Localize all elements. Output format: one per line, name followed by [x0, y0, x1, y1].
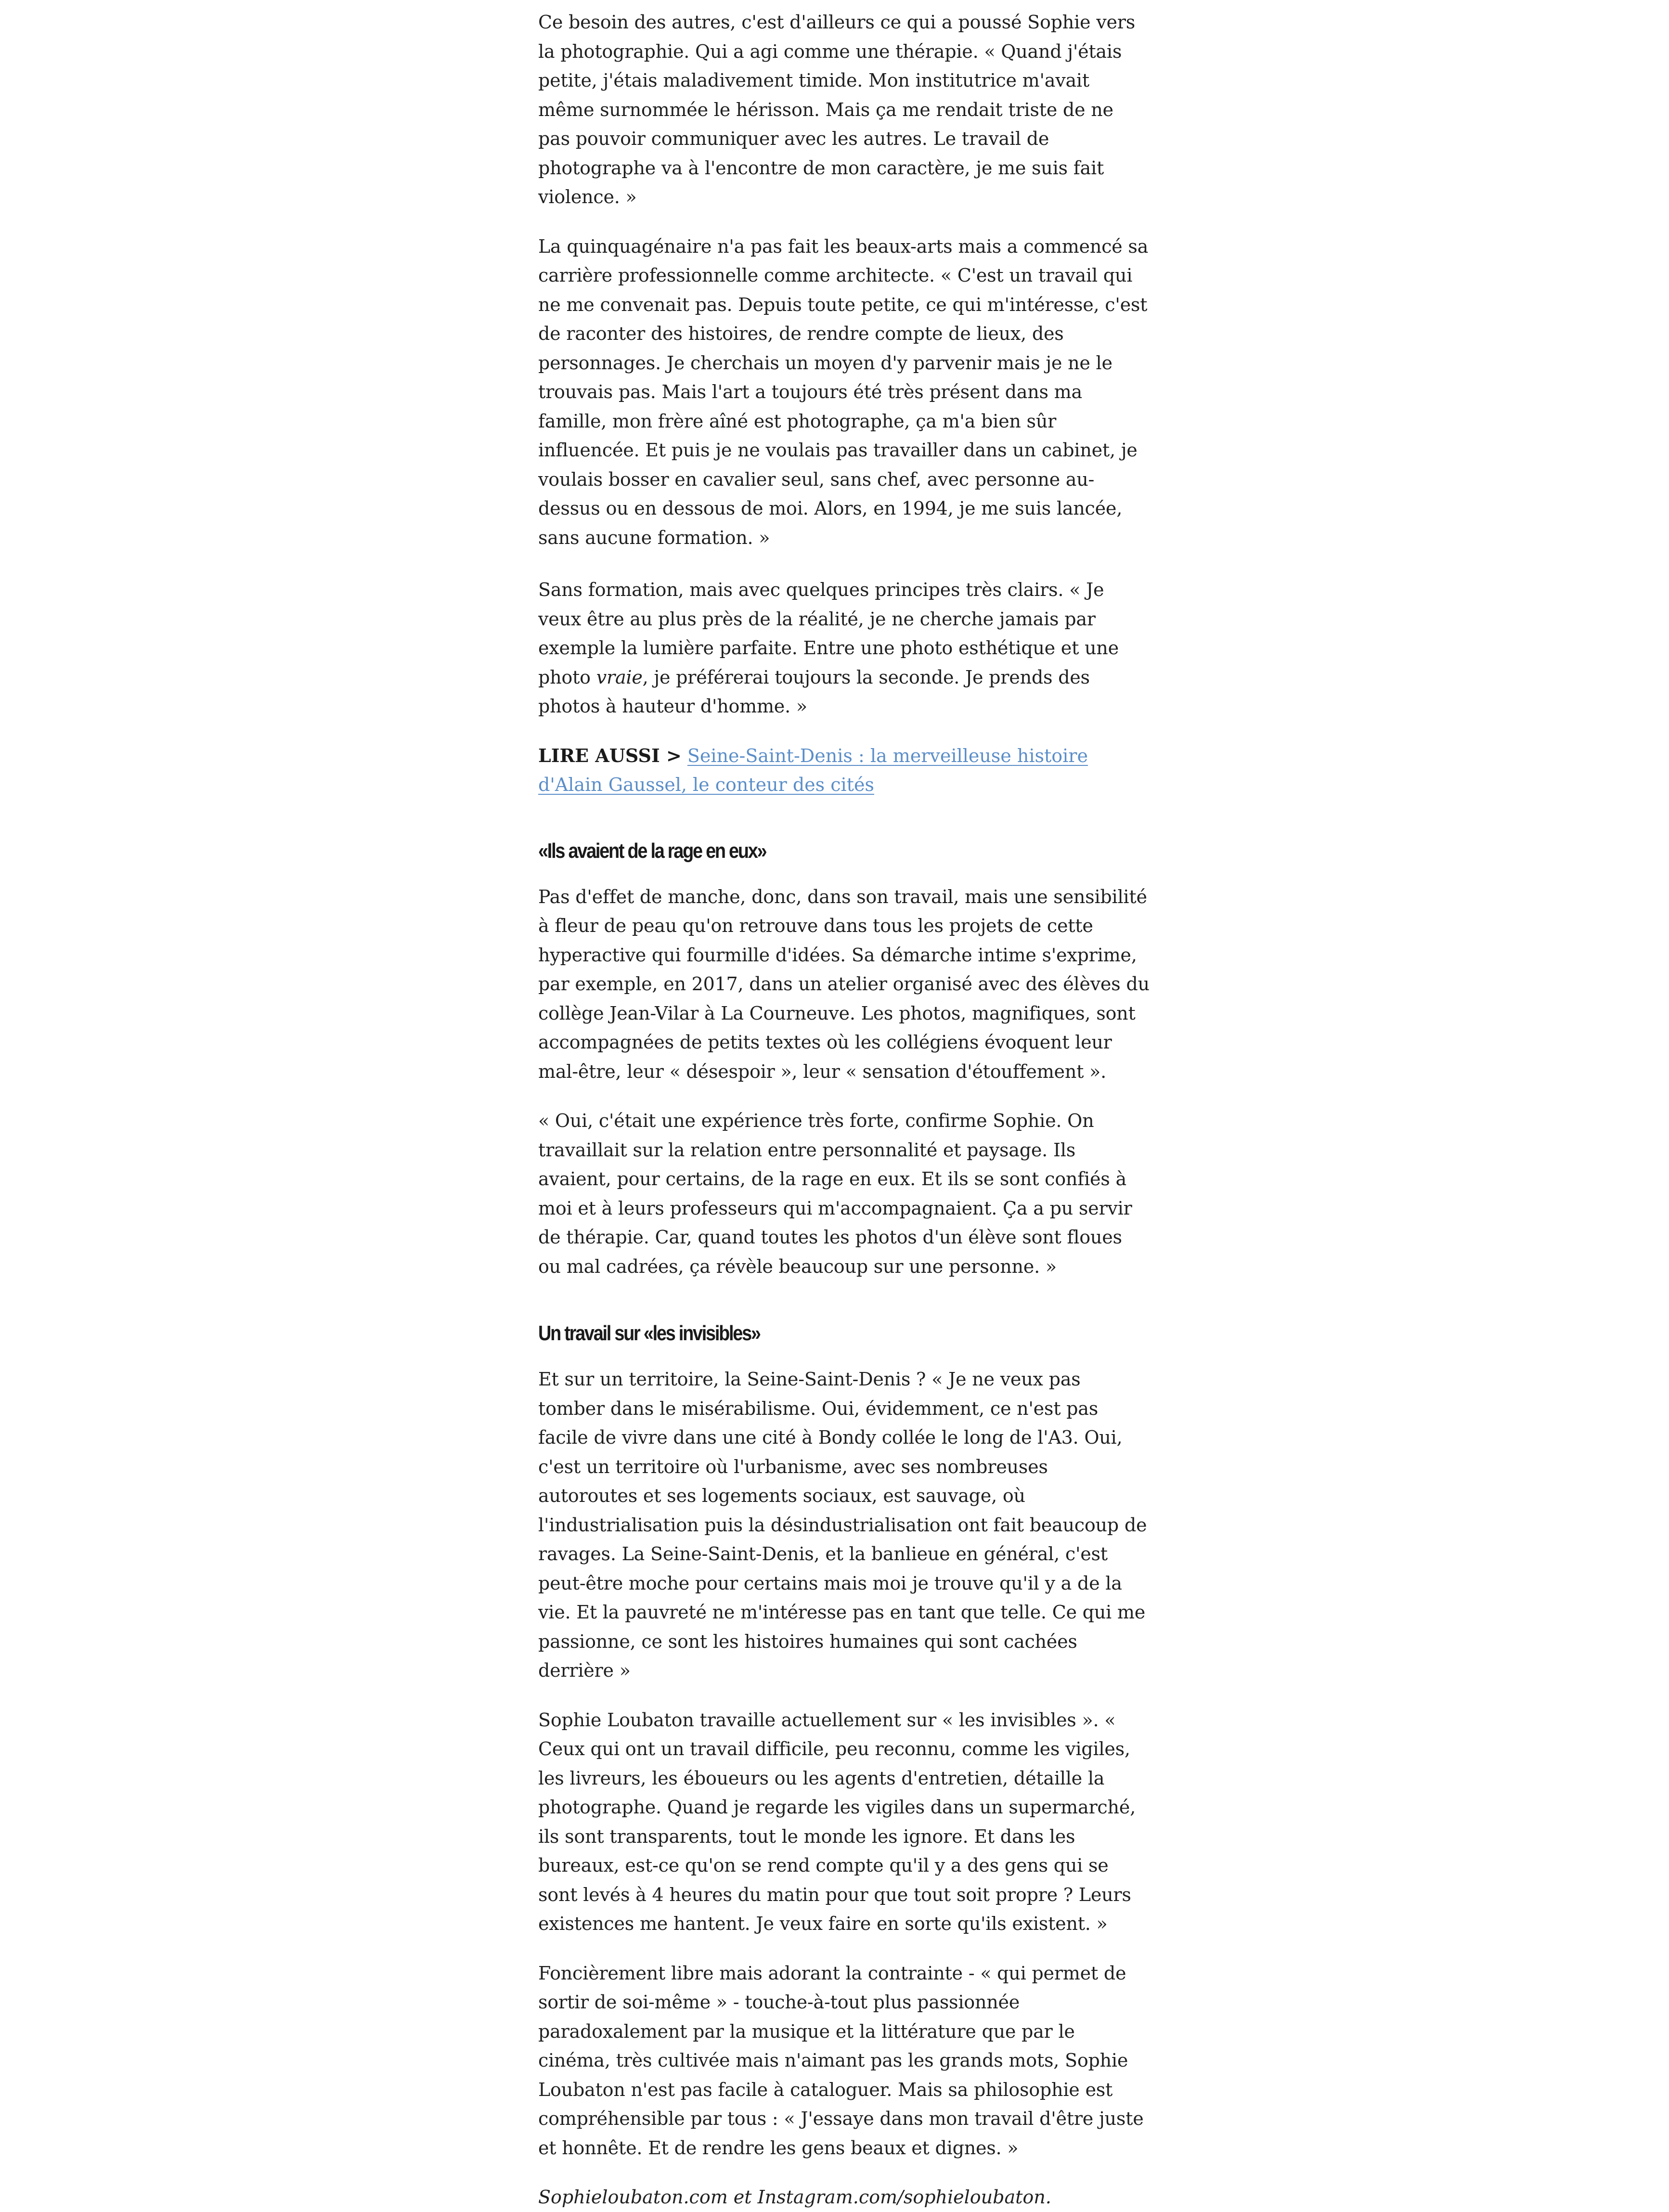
paragraph-philosophy: Foncièrement libre mais adorant la contrainte - « qui permet de sortir de soi-même » - touche-à-tout plus passionnée paradoxalement par la musique et la littérature que par le cinéma, très cultivée mais n'aimant pas les grands mots, Sophie Loubaton n'est pas facile à cataloguer. Mais sa philosophie est compréhensible par tous : « J'essaye dans mon travail d'être juste et honnête. Et de rendre les gens beaux et dignes. » [538, 1962, 1144, 2159]
article-body [538, 8, 1150, 2212]
paragraph-principles-after: , je préférerai toujours la seconde. Je prends des photos à hauteur d'homme. » [538, 666, 1090, 717]
read-also-label: LIRE AUSSI > [538, 744, 682, 766]
read-also [538, 741, 1150, 800]
section-heading-rage: «Ils avaient de la rage en eux» [538, 839, 766, 863]
paragraph-invisibles: Sophie Loubaton travaille actuellement sur « les invisibles ». « Ceux qui ont un travail difficile, peu reconnu, comme les vigiles, les livreurs, les éboueurs ou les agents d'entretien, détaille la photographe. Quand je regarde les vigiles dans un supermarché, ils sont transparents, tout le monde les ignore. Et dans les bureaux, est-ce qu'on se rend compte qu'il y a des gens qui se sont levés à 4 heures du matin pour que tout soit propre ? Leurs existences me hantent. Je veux faire en sorte qu'ils existent. » [538, 1709, 1136, 1934]
paragraph-college-workshop: Pas d'effet de manche, donc, dans son travail, mais une sensibilité à fleur de peau qu'on retrouve dans tous les projets de cette hyperactive qui fourmille d'idées. Sa démarche intime s'exprime, par exemple, en 2017, dans un atelier organisé avec des élèves du collège Jean-Vilar à La Courneuve. Les photos, magnifiques, sont accompagnées de petits textes où les collégiens évoquent leur mal-être, leur « désespoir », leur « sensation d'étouffement ». [538, 886, 1150, 1082]
paragraph-principles-emphasis: vraie [596, 666, 643, 688]
paragraph-shyness: Ce besoin des autres, c'est d'ailleurs ce qui a poussé Sophie vers la photographie. Qui a agi comme une thérapie. « Quand j'étais petite, j'étais maladivement timide. Mon institutrice m'avait même surnommée le hérisson. Mais ça me rendait triste de ne pas pouvoir communiquer avec les autres. Le travail de photographe va à l'encontre de mon caractère, je me suis fait violence. » [538, 12, 1136, 207]
paragraph-principles [538, 575, 1150, 721]
paragraph-career: La quinquagénaire n'a pas fait les beaux-arts mais a commencé sa carrière professionnelle comme architecte. « C'est un travail qui ne me convenait pas. Depuis toute petite, ce qui m'intéresse, c'est de raconter des histoires, de rendre compte de lieux, des personnages. Je cherchais un moyen d'y parvenir mais je ne le trouvais pas. Mais l'art a toujours été très présent dans ma famille, mon frère aîné est photographe, ça m'a bien sûr influencée. Et puis je ne voulais pas travailler dans un cabinet, je voulais bosser en cavalier seul, sans chef, avec personne au-dessus ou en dessous de moi. Alors, en 1994, je me suis lancée, sans aucune formation. » [538, 235, 1149, 548]
paragraph-territory: Et sur un territoire, la Seine-Saint-Denis ? « Je ne veux pas tomber dans le misérabilisme. Oui, évidemment, ce n'est pas facile de vivre dans une cité à Bondy collée le long de l'A3. Oui, c'est un territoire où l'urbanisme, avec ses nombreuses autoroutes et ses logements sociaux, est sauvage, où l'industrialisation puis la désindustrialisation ont fait beaucoup de ravages. La Seine-Saint-Denis, et la banlieue en général, c'est peut-être moche pour certains mais moi je trouve qu'il y a de la vie. Et la pauvreté ne m'intéresse pas en tant que telle. Ce qui me passionne, ce sont les histoires humaines qui sont cachées derrière » [538, 1369, 1147, 1681]
section-heading-invisibles: Un travail sur «les invisibles» [538, 1321, 760, 1345]
paragraph-experience: « Oui, c'était une expérience très forte, confirme Sophie. On travaillait sur la relation entre personnalité et paysage. Ils avaient, pour certains, de la rage en eux. Et ils se sont confiés à moi et à leurs professeurs qui m'accompagnaient. Ça a pu servir de thérapie. Car, quand toutes les photos d'un élève sont floues ou mal cadrées, ça révèle beaucoup sur une personne. » [538, 1110, 1132, 1277]
credit-links: Sophieloubaton.com et Instagram.com/sophieloubaton. [538, 2186, 1051, 2208]
paragraph-principles-before: Sans formation, mais avec quelques principes très clairs. « Je veux être au plus près de la réalité, je ne cherche jamais par exemple la lumière parfaite. Entre une photo esthétique et une photo [538, 579, 1119, 688]
read-also-link[interactable]: Seine-Saint-Denis : la merveilleuse histoire d'Alain Gaussel, le conteur des cités [538, 745, 1088, 795]
